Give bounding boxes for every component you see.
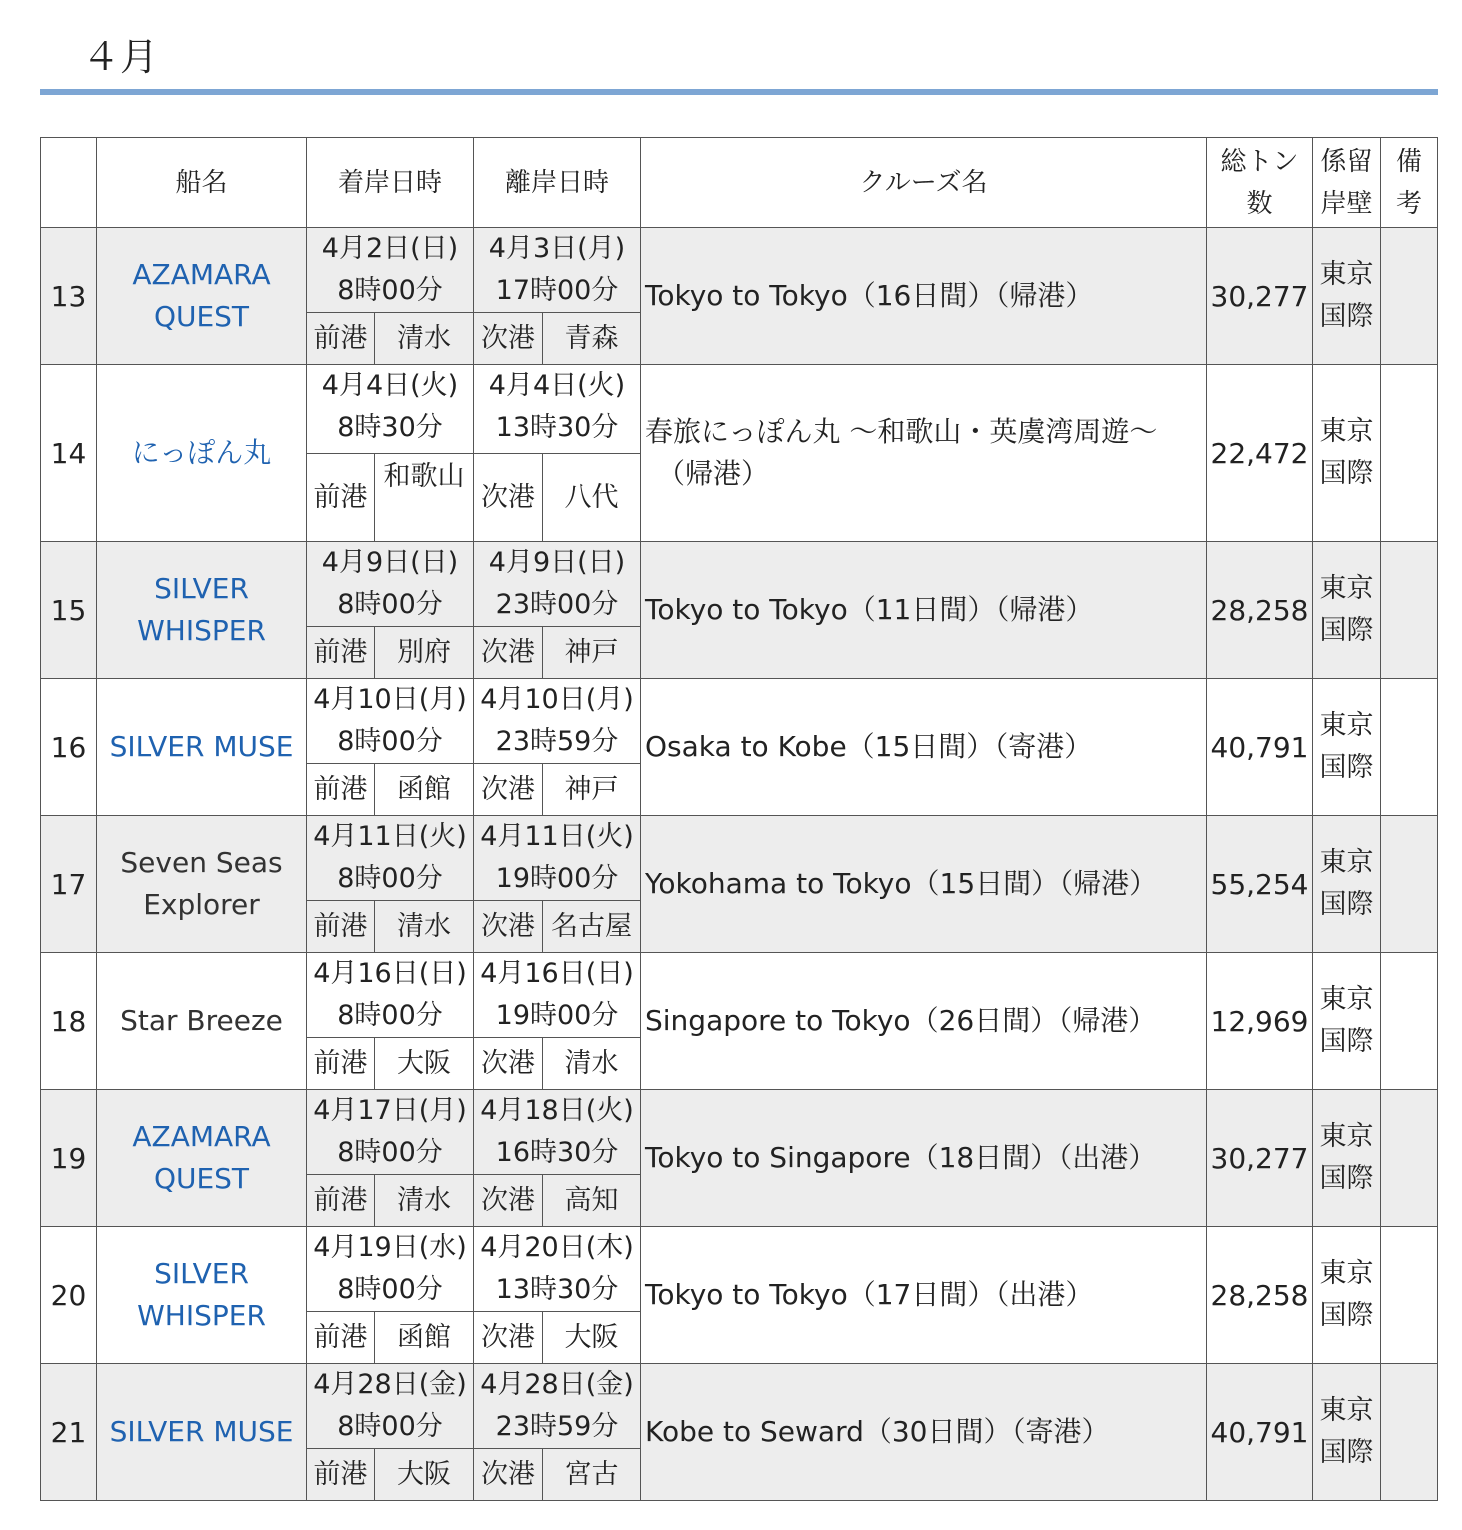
berth-line2: 国際	[1319, 1437, 1374, 1468]
ship-name-line2: Explorer	[143, 888, 260, 921]
table-row	[41, 679, 1438, 764]
ship-name-line2[interactable]: WHISPER	[137, 1299, 266, 1332]
table-row	[41, 953, 1438, 1038]
departure-datetime	[474, 679, 641, 764]
prev-port-label: 前港	[307, 313, 375, 365]
note	[1381, 365, 1438, 542]
departure-datetime	[474, 365, 641, 454]
berth-line1: 東京	[1319, 416, 1374, 447]
ship-name[interactable]	[97, 679, 307, 816]
note	[1381, 1090, 1438, 1227]
prev-port: 和歌山	[375, 454, 474, 542]
header-arrival: 着岸日時	[307, 138, 474, 228]
note	[1381, 953, 1438, 1090]
departure-time: 19時00分	[495, 1000, 619, 1031]
table-body	[41, 228, 1438, 1501]
departure-time: 16時30分	[495, 1137, 619, 1168]
gross-tonnage: 12,969	[1207, 953, 1313, 1090]
prev-port: 清水	[375, 313, 474, 365]
next-port: 八代	[543, 454, 641, 542]
row-number: 20	[41, 1227, 97, 1364]
note	[1381, 542, 1438, 679]
ship-name	[97, 953, 307, 1090]
row-number: 18	[41, 953, 97, 1090]
title-divider	[40, 89, 1438, 95]
arrival-time: 8時00分	[337, 1000, 443, 1031]
row-number: 16	[41, 679, 97, 816]
berth	[1313, 953, 1381, 1090]
gross-tonnage: 40,791	[1207, 1364, 1313, 1501]
berth	[1313, 1227, 1381, 1364]
page-title: ４月	[82, 35, 159, 79]
cruise-name-line1: Tokyo to Tokyo（17日間）（出港）	[645, 1278, 1094, 1311]
departure-datetime	[474, 228, 641, 313]
next-port-label: 次港	[474, 764, 543, 816]
berth-line2: 国際	[1319, 889, 1374, 920]
departure-date: 4月16日(日)	[480, 958, 634, 989]
note	[1381, 228, 1438, 365]
cruise-name-line2: （帰港）	[657, 457, 770, 490]
arrival-date: 4月28日(金)	[313, 1369, 467, 1400]
departure-datetime	[474, 1090, 641, 1175]
table-row	[41, 228, 1438, 313]
prev-port-label: 前港	[307, 901, 375, 953]
arrival-time: 8時00分	[337, 726, 443, 757]
prev-port: 大阪	[375, 1038, 474, 1090]
next-port: 神戸	[543, 627, 641, 679]
prev-port: 函館	[375, 1312, 474, 1364]
row-number: 17	[41, 816, 97, 953]
ship-name-line1[interactable]: にっぽん丸	[131, 436, 272, 469]
next-port: 大阪	[543, 1312, 641, 1364]
berth-line2: 国際	[1319, 301, 1374, 332]
next-port-label: 次港	[474, 1449, 543, 1501]
row-number: 13	[41, 228, 97, 365]
departure-time: 19時00分	[495, 863, 619, 894]
prev-port: 清水	[375, 901, 474, 953]
departure-datetime	[474, 953, 641, 1038]
departure-time: 23時00分	[495, 589, 619, 620]
ship-name[interactable]	[97, 542, 307, 679]
note	[1381, 1227, 1438, 1364]
ship-name-line1[interactable]: AZAMARA	[132, 1120, 271, 1153]
note	[1381, 816, 1438, 953]
arrival-date: 4月9日(日)	[321, 547, 459, 578]
prev-port: 清水	[375, 1175, 474, 1227]
table-row	[41, 1090, 1438, 1175]
berth	[1313, 1090, 1381, 1227]
gross-tonnage: 30,277	[1207, 1090, 1313, 1227]
prev-port: 別府	[375, 627, 474, 679]
prev-port: 大阪	[375, 1449, 474, 1501]
arrival-time: 8時00分	[337, 1137, 443, 1168]
ship-name-line1[interactable]: SILVER	[154, 1257, 249, 1290]
ship-name[interactable]	[97, 1364, 307, 1501]
berth-line1: 東京	[1319, 710, 1374, 741]
table-row	[41, 1227, 1438, 1312]
departure-time: 17時00分	[495, 275, 619, 306]
gross-tonnage: 28,258	[1207, 542, 1313, 679]
berth	[1313, 365, 1381, 542]
cruise-name-line1: Osaka to Kobe（15日間）（寄港）	[645, 730, 1093, 763]
berth-line1: 東京	[1319, 1395, 1374, 1426]
next-port-label: 次港	[474, 1038, 543, 1090]
arrival-datetime	[307, 953, 474, 1038]
arrival-datetime	[307, 1227, 474, 1312]
next-port-label: 次港	[474, 1312, 543, 1364]
header-departure: 離岸日時	[474, 138, 641, 228]
berth-line2: 国際	[1319, 1163, 1374, 1194]
cruise-name	[641, 365, 1207, 542]
ship-name[interactable]	[97, 1090, 307, 1227]
cruise-name	[641, 228, 1207, 365]
departure-date: 4月18日(火)	[480, 1095, 634, 1126]
cruise-name-line1: Tokyo to Singapore（18日間）（出港）	[645, 1141, 1157, 1174]
arrival-date: 4月19日(水)	[313, 1232, 467, 1263]
departure-datetime	[474, 542, 641, 627]
departure-time: 23時59分	[495, 726, 619, 757]
next-port: 高知	[543, 1175, 641, 1227]
ship-name-line1[interactable]: SILVER MUSE	[109, 1415, 294, 1448]
arrival-datetime	[307, 228, 474, 313]
departure-date: 4月9日(日)	[488, 547, 626, 578]
departure-datetime	[474, 816, 641, 901]
arrival-time: 8時00分	[337, 1274, 443, 1305]
arrival-time: 8時00分	[337, 863, 443, 894]
gross-tonnage: 28,258	[1207, 1227, 1313, 1364]
berth-line1: 東京	[1319, 573, 1374, 604]
header-berth: 係留 岸壁	[1313, 138, 1381, 228]
arrival-time: 8時30分	[337, 412, 443, 443]
next-port: 宮古	[543, 1449, 641, 1501]
departure-time: 13時30分	[495, 412, 619, 443]
berth-line1: 東京	[1319, 259, 1374, 290]
ship-name[interactable]	[97, 365, 307, 542]
arrival-date: 4月16日(日)	[313, 958, 467, 989]
header-ship: 船名	[97, 138, 307, 228]
next-port-label: 次港	[474, 627, 543, 679]
arrival-time: 8時00分	[337, 1411, 443, 1442]
next-port-label: 次港	[474, 1175, 543, 1227]
arrival-datetime	[307, 365, 474, 454]
next-port-label: 次港	[474, 313, 543, 365]
arrival-time: 8時00分	[337, 275, 443, 306]
table-row	[41, 816, 1438, 901]
cruise-name	[641, 816, 1207, 953]
cruise-name	[641, 953, 1207, 1090]
berth-line1: 東京	[1319, 1258, 1374, 1289]
berth-line2: 国際	[1319, 1026, 1374, 1057]
cruise-name-line1: Kobe to Seward（30日間）（寄港）	[645, 1415, 1110, 1448]
arrival-datetime	[307, 1364, 474, 1449]
note	[1381, 1364, 1438, 1501]
berth	[1313, 228, 1381, 365]
departure-date: 4月20日(木)	[480, 1232, 634, 1263]
arrival-date: 4月4日(火)	[321, 370, 459, 401]
arrival-date: 4月17日(月)	[313, 1095, 467, 1126]
prev-port: 函館	[375, 764, 474, 816]
ship-name-line1: Seven Seas	[120, 846, 283, 879]
arrival-date: 4月2日(日)	[321, 233, 459, 264]
next-port: 神戸	[543, 764, 641, 816]
departure-time: 23時59分	[495, 1411, 619, 1442]
ship-name[interactable]	[97, 228, 307, 365]
next-port-label: 次港	[474, 901, 543, 953]
cruise-name-line1: Tokyo to Tokyo（16日間）（帰港）	[645, 279, 1094, 312]
ship-name-line1: Star Breeze	[120, 1004, 283, 1037]
departure-date: 4月28日(金)	[480, 1369, 634, 1400]
arrival-datetime	[307, 542, 474, 627]
ship-name-line1[interactable]: SILVER	[154, 572, 249, 605]
header-note: 備 考	[1381, 138, 1438, 228]
cruise-name	[641, 1227, 1207, 1364]
berth	[1313, 679, 1381, 816]
cruise-name-line1: Singapore to Tokyo（26日間）（帰港）	[645, 1004, 1157, 1037]
note	[1381, 679, 1438, 816]
prev-port-label: 前港	[307, 627, 375, 679]
berth	[1313, 542, 1381, 679]
table-header-row	[41, 138, 1438, 228]
arrival-date: 4月10日(月)	[313, 684, 467, 715]
gross-tonnage: 40,791	[1207, 679, 1313, 816]
arrival-datetime	[307, 1090, 474, 1175]
row-number: 14	[41, 365, 97, 542]
arrival-datetime	[307, 679, 474, 764]
departure-datetime	[474, 1364, 641, 1449]
ship-name-line2[interactable]: QUEST	[153, 1162, 250, 1195]
ship-name-line2[interactable]: QUEST	[153, 300, 250, 333]
header-cruise: クルーズ名	[641, 138, 1207, 228]
row-number: 15	[41, 542, 97, 679]
ship-name	[97, 816, 307, 953]
gross-tonnage: 55,254	[1207, 816, 1313, 953]
table-row	[41, 1364, 1438, 1449]
prev-port-label: 前港	[307, 454, 375, 542]
berth-line1: 東京	[1319, 1121, 1374, 1152]
next-port-label: 次港	[474, 454, 543, 542]
row-number: 19	[41, 1090, 97, 1227]
cruise-schedule-table	[40, 137, 1438, 1501]
cruise-name-line1: Yokohama to Tokyo（15日間）（帰港）	[645, 867, 1158, 900]
arrival-time: 8時00分	[337, 589, 443, 620]
table-row	[41, 365, 1438, 454]
berth-line2: 国際	[1319, 752, 1374, 783]
prev-port-label: 前港	[307, 1038, 375, 1090]
departure-date: 4月11日(火)	[480, 821, 634, 852]
cruise-name	[641, 1090, 1207, 1227]
departure-date: 4月4日(火)	[488, 370, 626, 401]
header-no	[41, 138, 97, 228]
departure-time: 13時30分	[495, 1274, 619, 1305]
cruise-name-line1: Tokyo to Tokyo（11日間）（帰港）	[645, 593, 1094, 626]
berth-line2: 国際	[1319, 458, 1374, 489]
prev-port-label: 前港	[307, 1175, 375, 1227]
cruise-name	[641, 1364, 1207, 1501]
berth-line1: 東京	[1319, 984, 1374, 1015]
gross-tonnage: 30,277	[1207, 228, 1313, 365]
ship-name-line1[interactable]: AZAMARA	[132, 258, 271, 291]
next-port: 清水	[543, 1038, 641, 1090]
berth	[1313, 816, 1381, 953]
berth-line2: 国際	[1319, 615, 1374, 646]
departure-datetime	[474, 1227, 641, 1312]
berth	[1313, 1364, 1381, 1501]
departure-date: 4月3日(月)	[488, 233, 626, 264]
berth-line1: 東京	[1319, 847, 1374, 878]
cruise-name	[641, 679, 1207, 816]
prev-port-label: 前港	[307, 764, 375, 816]
ship-name-line1[interactable]: SILVER MUSE	[109, 730, 294, 763]
ship-name-line2[interactable]: WHISPER	[137, 614, 266, 647]
prev-port-label: 前港	[307, 1449, 375, 1501]
row-number: 21	[41, 1364, 97, 1501]
berth-line2: 国際	[1319, 1300, 1374, 1331]
arrival-date: 4月11日(火)	[313, 821, 467, 852]
table-row	[41, 542, 1438, 627]
ship-name[interactable]	[97, 1227, 307, 1364]
departure-date: 4月10日(月)	[480, 684, 634, 715]
prev-port-label: 前港	[307, 1312, 375, 1364]
arrival-datetime	[307, 816, 474, 901]
cruise-name	[641, 542, 1207, 679]
cruise-name-line1: 春旅にっぽん丸 〜和歌山・英虞湾周遊〜	[645, 415, 1158, 448]
next-port: 青森	[543, 313, 641, 365]
next-port: 名古屋	[543, 901, 641, 953]
header-tonnage: 総トン 数	[1207, 138, 1313, 228]
gross-tonnage: 22,472	[1207, 365, 1313, 542]
